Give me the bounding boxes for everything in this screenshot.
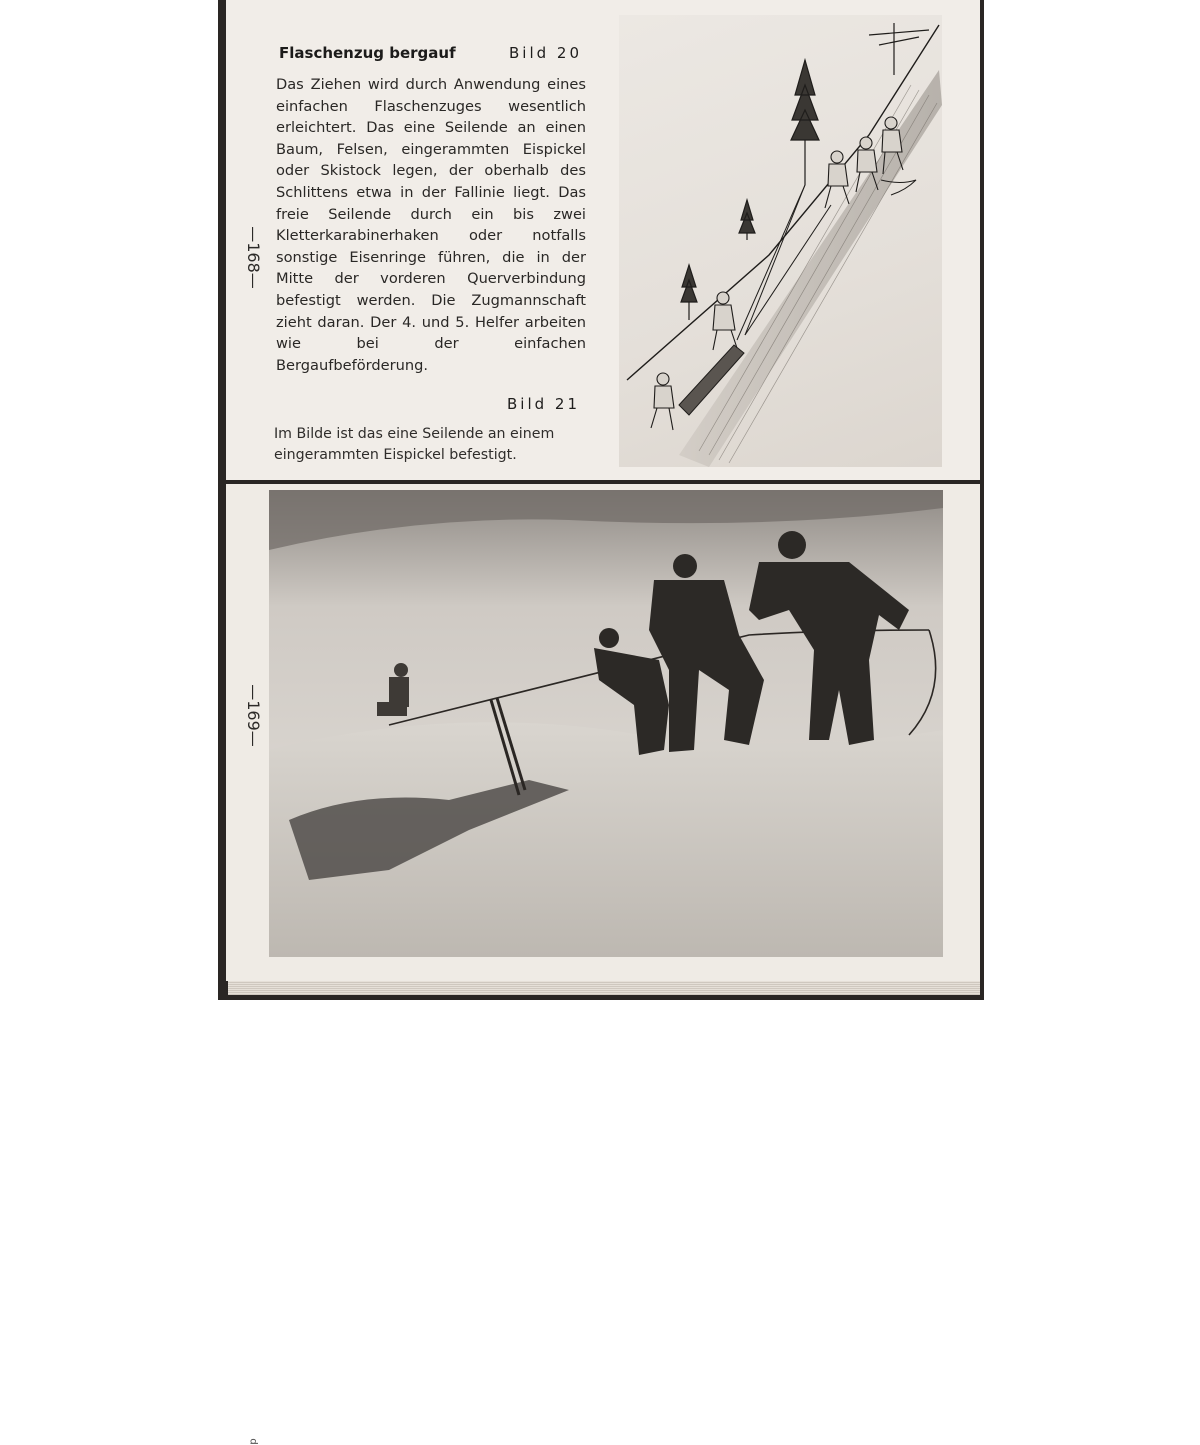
page-number: —169— xyxy=(243,684,263,747)
body-paragraph: Das Ziehen wird durch Anwendung eines einfachen Flaschenzuges wesentlich erleichtert. Das eine Seilende an einen Baum, Felsen, eingerammten Eispickel oder Skistock legen, der oberhalb des Schlittens etwa in der Fallinie liegt. Das freie Seilende durch ein bis zwei Kletterkarabinerhaken oder notfalls sonstige Eisenringe führen, die in der Mitte der vorderen Querverbindung befestigt werden. Die Zugmannschaft zieht daran. Der 4. und 5. Helfer arbeiten wie bei der einfachen Bergaufbeförderung. xyxy=(276,76,586,374)
snowfield-photo-svg xyxy=(269,490,943,957)
section-heading: Flaschenzug bergauf xyxy=(279,44,456,62)
page-corner-mark: d xyxy=(247,1438,259,1445)
snowfield-photo xyxy=(269,490,943,957)
figure-label-21: Bild 21 xyxy=(507,395,581,413)
book-page-edges xyxy=(228,981,980,995)
page-168 xyxy=(226,0,980,480)
page-number: —168— xyxy=(243,226,263,289)
pulley-illustration xyxy=(619,15,942,467)
pulley-drawing-svg xyxy=(619,15,942,467)
open-book xyxy=(218,0,984,1445)
figure-caption: Im Bilde ist das eine Seilende an einem eingerammten Eispickel befestigt. xyxy=(274,426,555,463)
page-169 xyxy=(226,484,980,1445)
figure-label-20: Bild 20 xyxy=(509,44,583,62)
